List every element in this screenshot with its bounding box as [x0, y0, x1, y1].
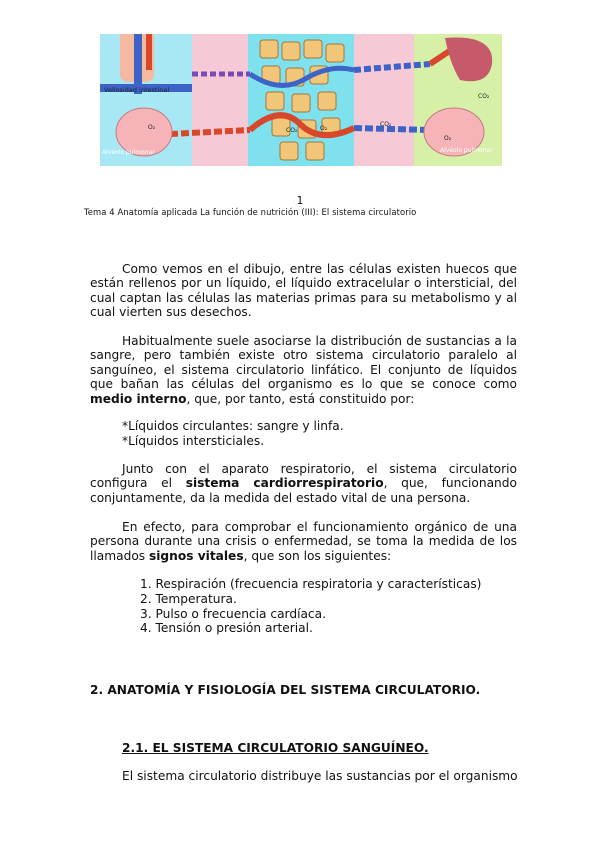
list-item: 2. Temperatura.: [140, 591, 237, 606]
list-item: 4. Tensión o presión arterial.: [140, 621, 313, 636]
label-villus: Vellosidad intestinal: [104, 86, 170, 94]
panel-pink-right: [354, 34, 414, 166]
panel-pink-left: [192, 34, 248, 166]
paragraph-3: Junto con el aparato respiratorio, el sistema circulatorio configura el sistema cardiorrespiratorio, que, funcionando conjuntamente, da la medida del estado vital de una persona.: [90, 462, 517, 505]
label-alveolus-right: Alvéolo pulmonar: [440, 147, 493, 154]
paragraph-5: El sistema circulatorio distribuye las sustancias por el organismo: [122, 769, 518, 783]
paragraph-2: Habitualmente suele asociarse la distribución de sustancias a la sangre, pero también existe otro sistema circulatorio paralelo al sanguíneo, el sistema circulatorio linfático. El conjunto de líquidos que bañan las células del organismo es lo que se conoce como medio interno, que, por tanto, está constituido por:: [90, 334, 517, 406]
list-item: *Líquidos intersticiales.: [122, 433, 265, 448]
subsection-heading: 2.1. EL SISTEMA CIRCULATORIO SANGUÍNEO.: [122, 741, 429, 755]
paragraph-4: En efecto, para comprobar el funcionamiento orgánico de una persona durante una crisis o enfermedad, se toma la medida de los llamados signos vitales, que son los siguientes:: [90, 520, 517, 563]
list-item: *Líquidos circulantes: sangre y linfa.: [122, 419, 344, 433]
term-signos-vitales: signos vitales: [149, 548, 244, 563]
running-head: Tema 4 Anatomía aplicada La función de nutrición (III): El sistema circulatorio: [84, 207, 417, 217]
term-medio-interno: medio interno: [90, 391, 187, 406]
label-co2-right: CO₂: [478, 93, 490, 100]
circulation-illustration: [100, 34, 502, 166]
villus-artery: [146, 34, 152, 70]
vital-signs-list: [140, 577, 481, 636]
label-co2-mid: CO₂: [380, 121, 392, 128]
liquids-list: [122, 419, 344, 448]
label-co2-center: CO₂: [286, 127, 298, 134]
label-o2-left: O₂: [148, 124, 156, 131]
label-o2-center: O₂: [320, 125, 328, 132]
term-cardiorrespiratorio: sistema cardiorrespiratorio: [185, 476, 384, 491]
list-item: 3. Pulso o frecuencia cardíaca.: [140, 606, 326, 621]
label-o2-right: O₂: [444, 135, 452, 142]
section-heading: 2. ANATOMÍA Y FISIOLOGÍA DEL SISTEMA CIRCULATORIO.: [90, 683, 481, 697]
list-item: 1. Respiración (frecuencia respiratoria y características): [140, 577, 482, 591]
paragraph-1: Como vemos en el dibujo, entre las células existen huecos que están rellenos por un líquido, el líquido extracelular o intersticial, del cual captan las células las materias primas para su metabolismo y al cual vierten sus desechos.: [90, 262, 517, 320]
label-alveolus-left: Alvéolo pulmonar: [102, 149, 155, 156]
page-number: 1: [296, 194, 304, 207]
